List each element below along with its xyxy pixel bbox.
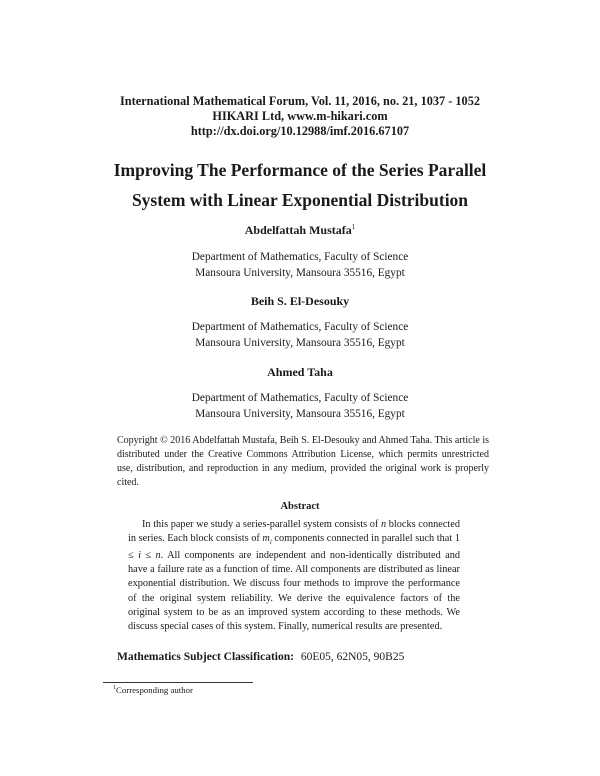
footnote-mark[interactable]: 1 [351, 223, 356, 231]
math-var: i [138, 550, 141, 562]
author-2-affiliation [0, 319, 600, 351]
author-3-affiliation [0, 390, 600, 422]
title-line-1: Improving The Performance of the Series Parallel [113, 160, 487, 180]
footnote [113, 685, 193, 695]
author-name [0, 365, 600, 380]
abstract-text: In this paper we study a series-parallel system consists of [142, 519, 379, 530]
math-var: n [380, 519, 387, 530]
msc-codes: 60E05, 62N05, 90B25 [300, 651, 405, 663]
footnote-text: Corresponding author [116, 685, 193, 695]
affiliation-line: Department of Mathematics, Faculty of Science [191, 392, 409, 404]
author-name [0, 223, 600, 238]
paper-title [50, 155, 550, 215]
author-1-name: Abdelfattah Mustafa [244, 223, 352, 237]
footnote-number: 1 [113, 685, 116, 692]
affiliation-line: Mansoura University, Mansoura 35516, Egypt [195, 267, 405, 279]
copyright-prefix: Copyright [117, 435, 158, 446]
author-1-affiliation [0, 249, 600, 281]
doi-link[interactable]: http://dx.doi.org/10.12988/imf.2016.67107 [190, 124, 410, 138]
math-var: m [262, 533, 270, 545]
author-2-name: Beih S. El-Desouky [250, 294, 350, 308]
copyright-text: 2016 Abdelfattah Mustafa, Beih S. El-Desouky and Ahmed Taha. This article is distributed under the Creative Commons Attribution License, which permits unrestricted use, distribution, and reproduction in any medium, provided the original work is properly cited. [117, 435, 490, 488]
math-var: n [155, 550, 161, 562]
abstract-text: blocks connected in series. Each block consists of [128, 519, 460, 545]
author-name [0, 294, 600, 309]
math-subscript: i [269, 538, 272, 547]
footnote-divider [103, 682, 253, 683]
affiliation-line: Mansoura University, Mansoura 35516, Egypt [195, 337, 405, 349]
copyright-icon: © [160, 435, 168, 446]
journal-citation: International Mathematical Forum, Vol. 11, 2016, no. 21, 1037 - 1052 [119, 94, 481, 108]
affiliation-line: Department of Mathematics, Faculty of Science [191, 321, 409, 333]
affiliation-line: Department of Mathematics, Faculty of Science [191, 251, 409, 263]
author-3-name: Ahmed Taha [267, 365, 333, 379]
copyright-notice [117, 434, 489, 490]
publisher-line: HIKARI Ltd, www.m-hikari.com [212, 109, 388, 123]
journal-header [0, 94, 600, 139]
msc-label: Mathematics Subject Classification: [117, 651, 294, 663]
abstract-body [128, 518, 460, 634]
affiliation-line: Mansoura University, Mansoura 35516, Egypt [195, 408, 405, 420]
title-line-2: System with Linear Exponential Distribution [131, 190, 469, 210]
abstract-text: . All components are independent and non-identically distributed and have a failure rate as a function of time. All components are distributed as linear exponential distribution. We discuss four methods to improve the performance of the original system reliability. We derive the equivalence factors of the original system to be as an improved system according to these methods. We discuss special cases of this system. Finally, numerical results are presented. [128, 550, 461, 632]
abstract-heading: Abstract [280, 501, 320, 512]
msc-classification [117, 651, 497, 663]
math-operator: ≤ [145, 550, 152, 562]
abstract-text: components connected in parallel such that 1 ≤ [128, 533, 460, 562]
